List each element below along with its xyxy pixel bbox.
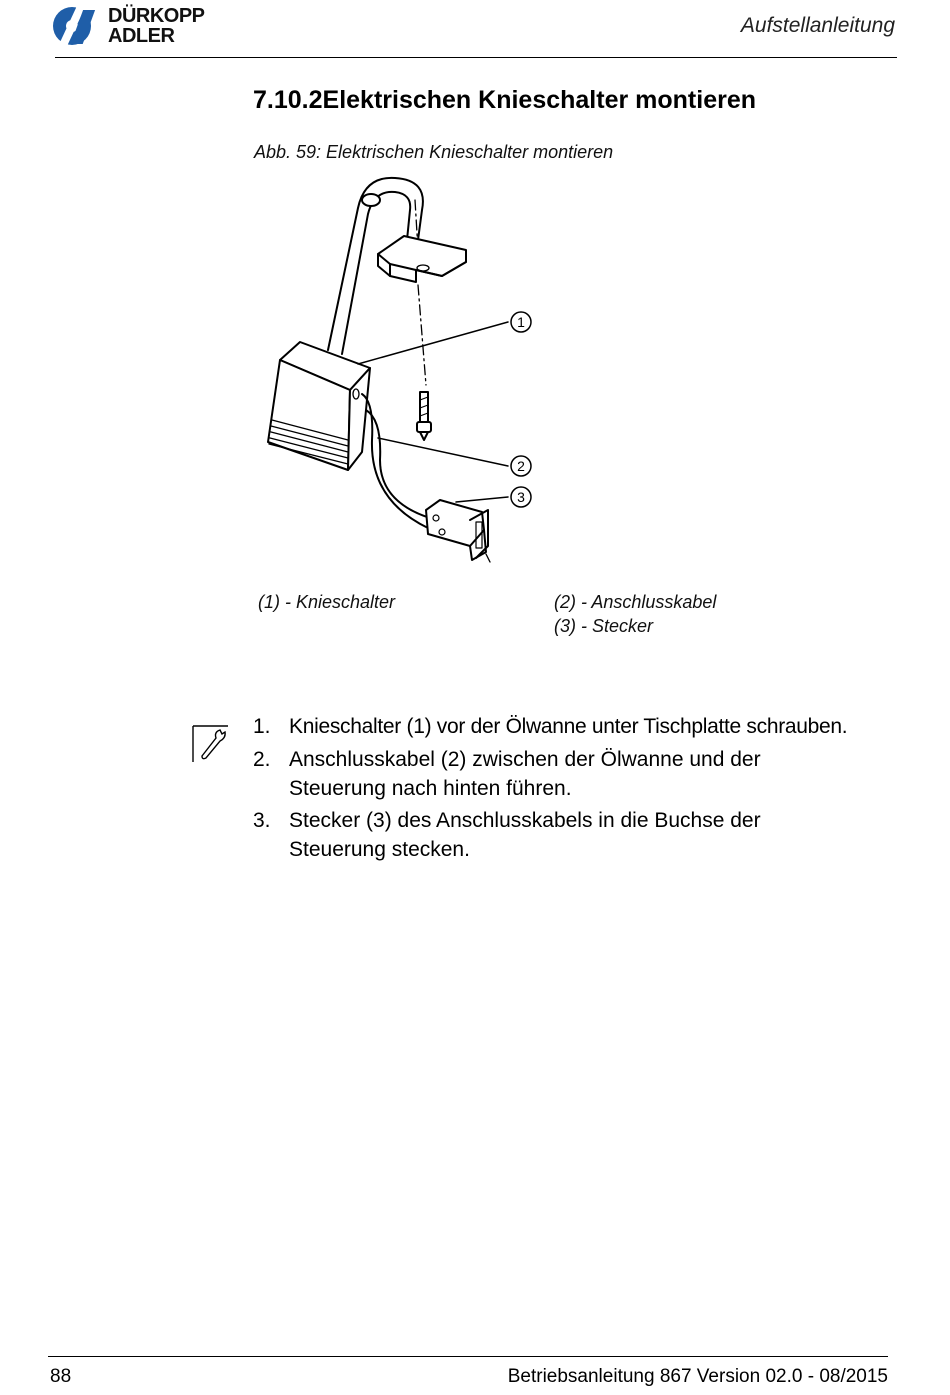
- knee-switch-illustration: [250, 170, 570, 570]
- instruction-step-1: [253, 712, 933, 742]
- legend-item-2: (2) - Anschlusskabel: [554, 592, 717, 612]
- step-text: Knieschalter (1) vor der Ölwanne unter Tischplatte schrauben.: [289, 715, 848, 738]
- step-number: 3.: [253, 809, 271, 832]
- wrench-icon: [192, 724, 232, 764]
- page-number: 88: [50, 1366, 72, 1387]
- step-number: 2.: [253, 748, 271, 771]
- header-divider: [55, 57, 897, 58]
- figure-caption: Abb. 59: Elektrischen Knieschalter montieren: [254, 142, 614, 162]
- header-title: Aufstellanleitung: [740, 14, 895, 37]
- instruction-step-3: [253, 806, 933, 866]
- instruction-step-2: [253, 745, 933, 805]
- section-heading: Elektrischen Knieschalter montieren: [322, 86, 756, 114]
- section-number: 7.10.2: [253, 86, 323, 114]
- brand-name-line1: DÜRKOPP: [108, 5, 205, 27]
- legend-item-1: (1) - Knieschalter: [258, 592, 396, 612]
- callout-1: 1: [517, 314, 525, 330]
- callout-2: 2: [517, 458, 525, 474]
- step-number: 1.: [253, 715, 271, 738]
- legend-item-3: (3) - Stecker: [554, 616, 654, 636]
- brand-logo: [52, 2, 227, 50]
- brand-name-line2: ADLER: [108, 25, 175, 47]
- section-title: [253, 86, 756, 115]
- logo-mark-icon: [52, 2, 104, 50]
- document-info: Betriebsanleitung 867 Version 02.0 - 08/2015: [507, 1366, 888, 1387]
- callout-3: 3: [517, 489, 525, 505]
- step-text: Stecker (3) des Anschlusskabels in die Buchse der Steuerung stecken.: [289, 809, 761, 861]
- step-text: Anschlusskabel (2) zwischen der Ölwanne und der Steuerung nach hinten führen.: [289, 748, 761, 800]
- footer-divider: [48, 1356, 888, 1357]
